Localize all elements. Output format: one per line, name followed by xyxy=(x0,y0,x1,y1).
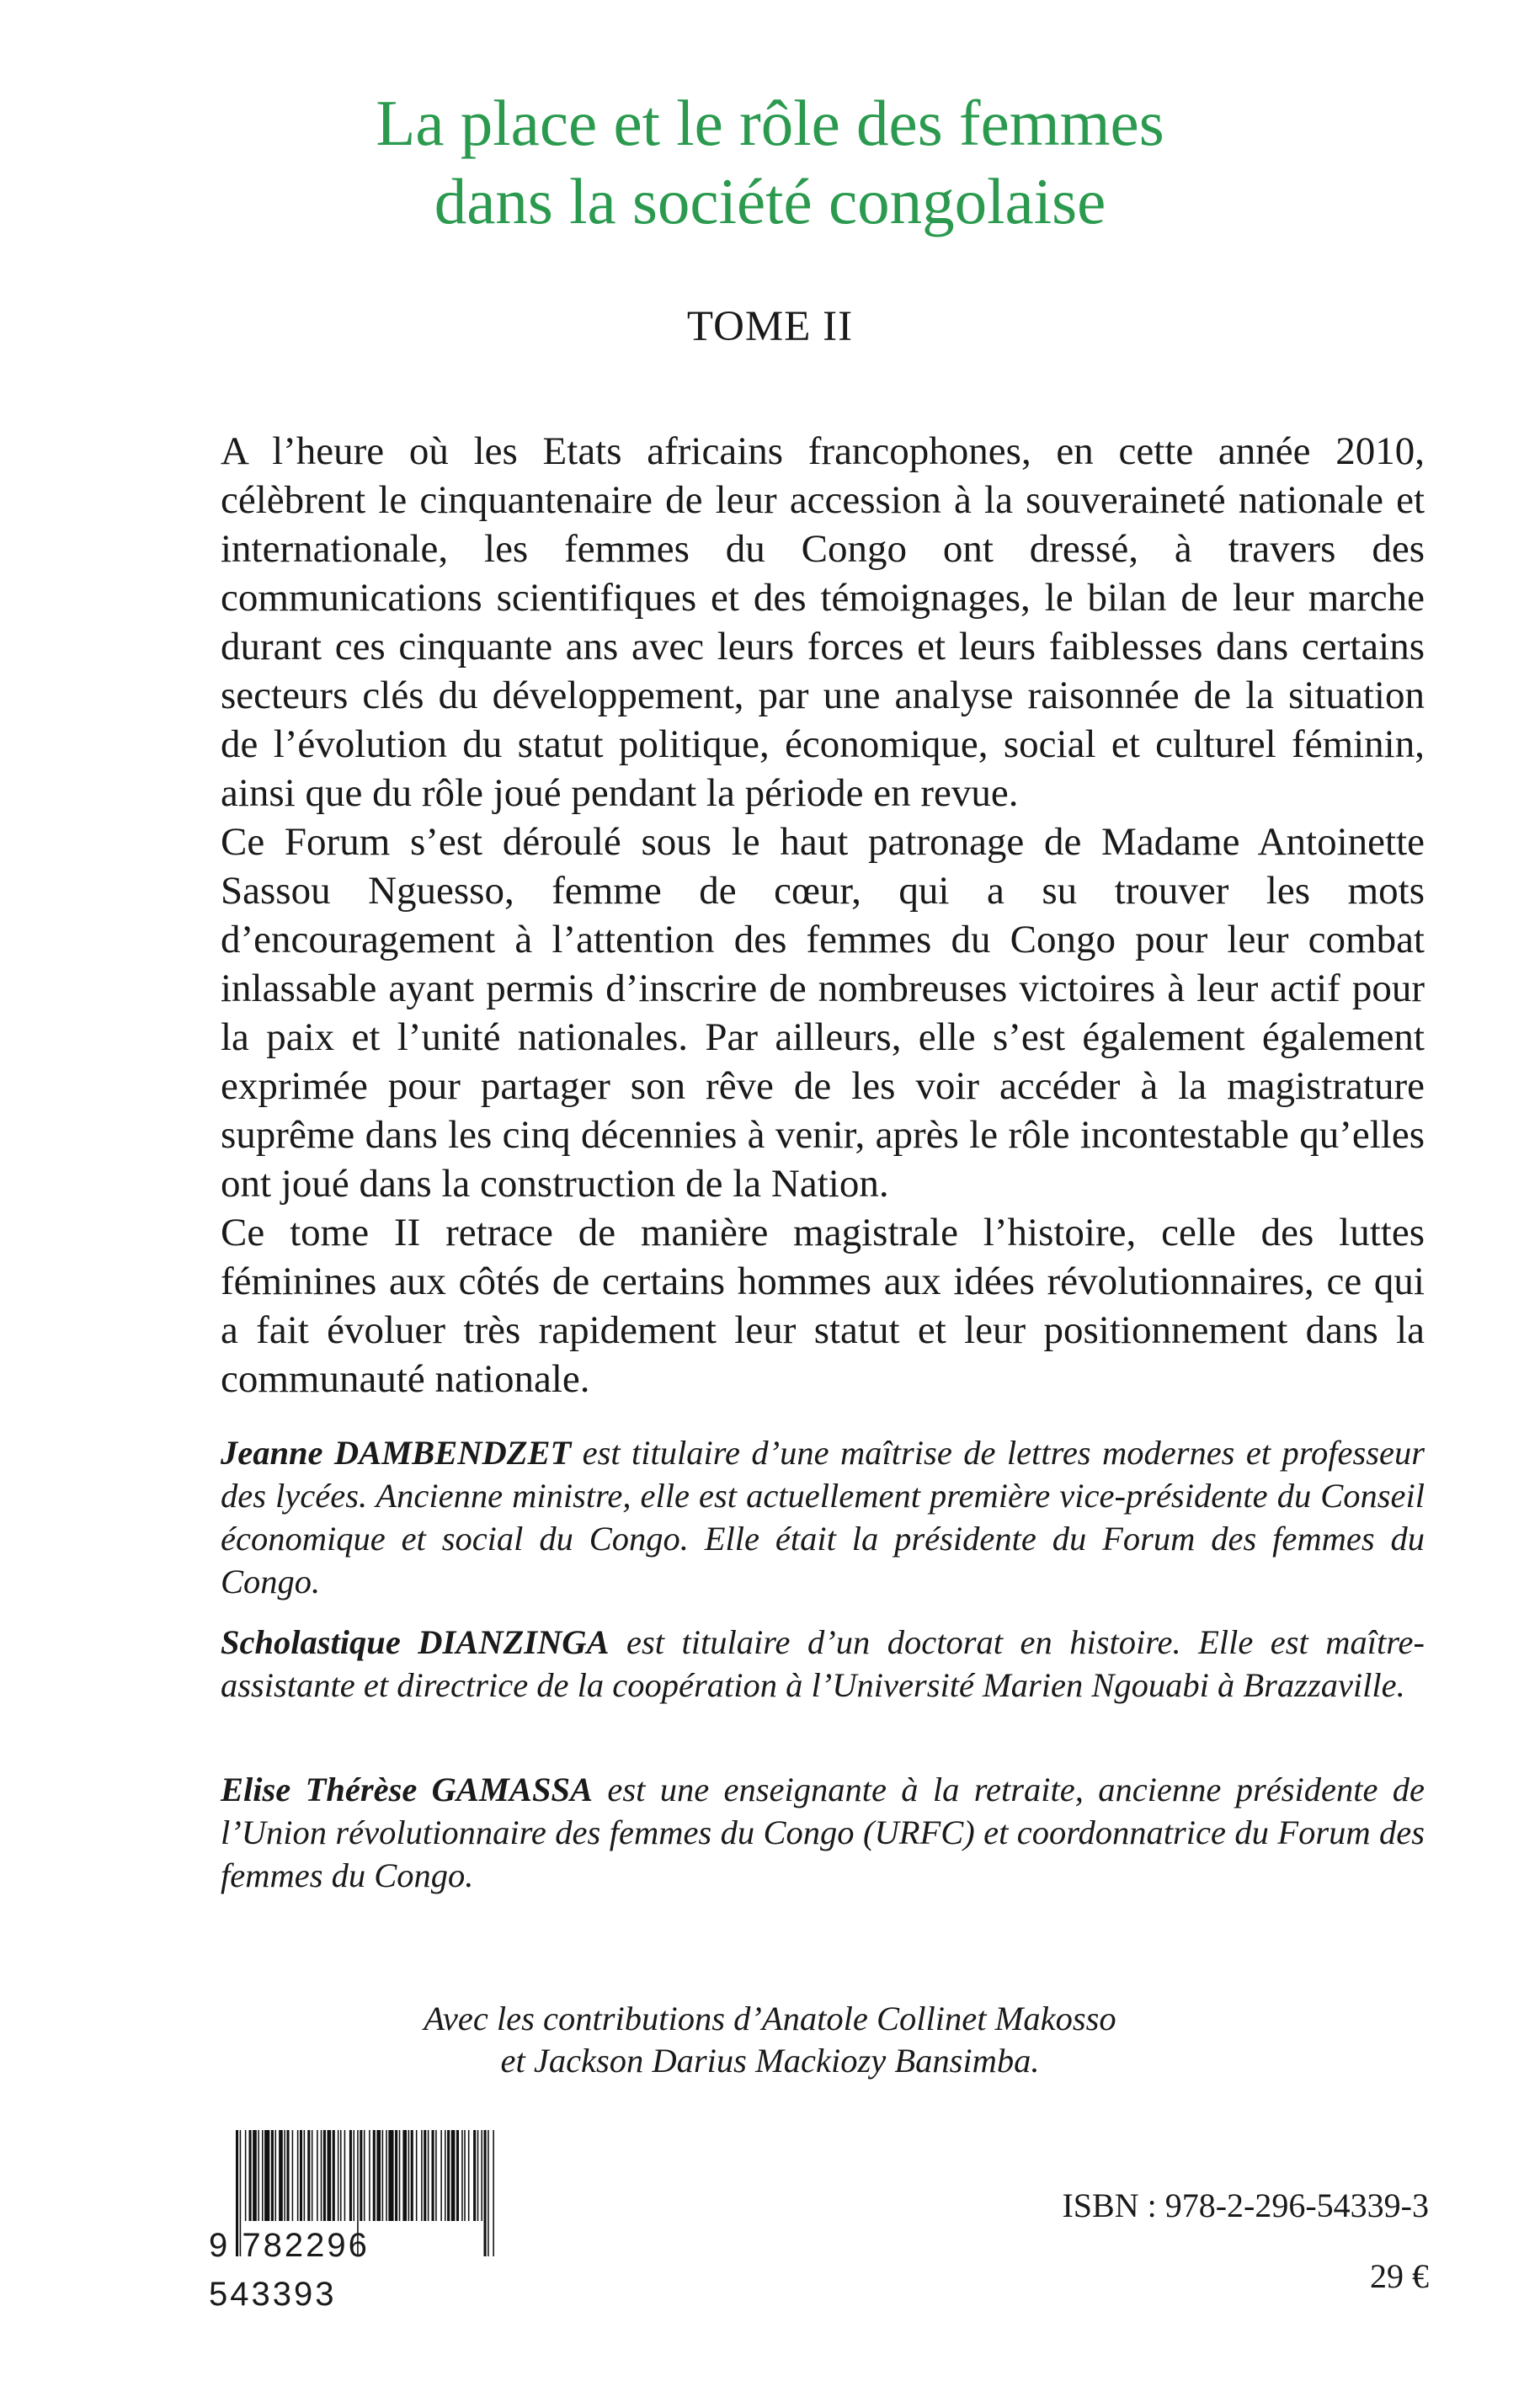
price: 29 € xyxy=(1370,2257,1429,2295)
volume-label: TOME II xyxy=(686,303,854,350)
author-bio-1 xyxy=(221,1431,1425,1603)
isbn: ISBN : 978-2-296-54339-3 xyxy=(1062,2186,1429,2224)
summary-paragraph-3: Ce tome II retrace de manière magistrale l’histoire, celle des luttes féminines aux côtés de certains hommes aux idées révolutionnaires, ce qui a fait évoluer très rapidement leur statut et leur positionnement dans la communauté nationale. xyxy=(221,1211,1425,1401)
author-name-3: Elise Thérèse GAMASSA xyxy=(221,1771,594,1808)
author-name-1: Jeanne DAMBENDZET xyxy=(221,1434,572,1472)
author-bio-3 xyxy=(221,1768,1425,1897)
summary-text xyxy=(221,427,1425,1403)
barcode-digits: 9 782296 543393 xyxy=(209,2227,370,2313)
contributions-note xyxy=(0,1998,1540,2082)
author-bio-text-3: est une enseignante à la retraite, ancienne présidente de l’Union révolutionnaire des femmes du Congo (URFC) et coordonnatrice du Forum des femmes du Congo. xyxy=(221,1771,1425,1894)
book-title-line-1: La place et le rôle des femmes xyxy=(376,87,1164,159)
author-bio-text-2: est titulaire d’un doctorat en histoire. Elle est maître-assistante et directrice de la coopération à l’Université Marien Ngouabi à Brazzaville. xyxy=(221,1623,1425,1704)
summary-paragraph-1: A l’heure où les Etats africains francophones, en cette année 2010, célèbrent le cinquantenaire de leur accession à la souveraineté nationale et internationale, les femmes du Congo ont dressé, à travers des communications scientifiques et des témoignages, le bilan de leur marche durant ces cinquante ans avec leurs forces et leurs faiblesses dans certains secteurs clés du développement, par une analyse raisonnée de la situation de l’évolution du statut politique, économique, social et culturel féminin, ainsi que du rôle joué pendant la période en revue. xyxy=(221,429,1425,815)
contributions-line-2: et Jackson Darius Mackiozy Bansimba. xyxy=(500,2042,1040,2080)
contributions-line-1: Avec les contributions d’Anatole Collinet Makosso xyxy=(424,2000,1116,2037)
book-title-line-2: dans la société congolaise xyxy=(434,165,1106,237)
author-bio-2 xyxy=(221,1621,1425,1707)
author-name-2: Scholastique DIANZINGA xyxy=(221,1623,610,1661)
summary-paragraph-2: Ce Forum s’est déroulé sous le haut patronage de Madame Antoinette Sassou Nguesso, femme de cœur, qui a su trouver les mots d’encouragement à l’attention des femmes du Congo pour leur combat inlassable ayant permis d’inscrire de nombreuses victoires à leur actif pour la paix et l’unité nationales. Par ailleurs, elle s’est également également exprimée pour partager son rêve de les voir accéder à la magistrature suprême dans les cinq décennies à venir, après le rôle incontestable qu’elles ont joué dans la construction de la Nation. xyxy=(221,820,1425,1206)
author-bio-text-1: est titulaire d’une maîtrise de lettres modernes et professeur des lycées. Ancienne ministre, elle est actuellement première vice-présidente du Conseil économique et social du Congo. Elle était la présidente du Forum des femmes du Congo. xyxy=(221,1434,1425,1600)
book-title xyxy=(0,84,1540,241)
